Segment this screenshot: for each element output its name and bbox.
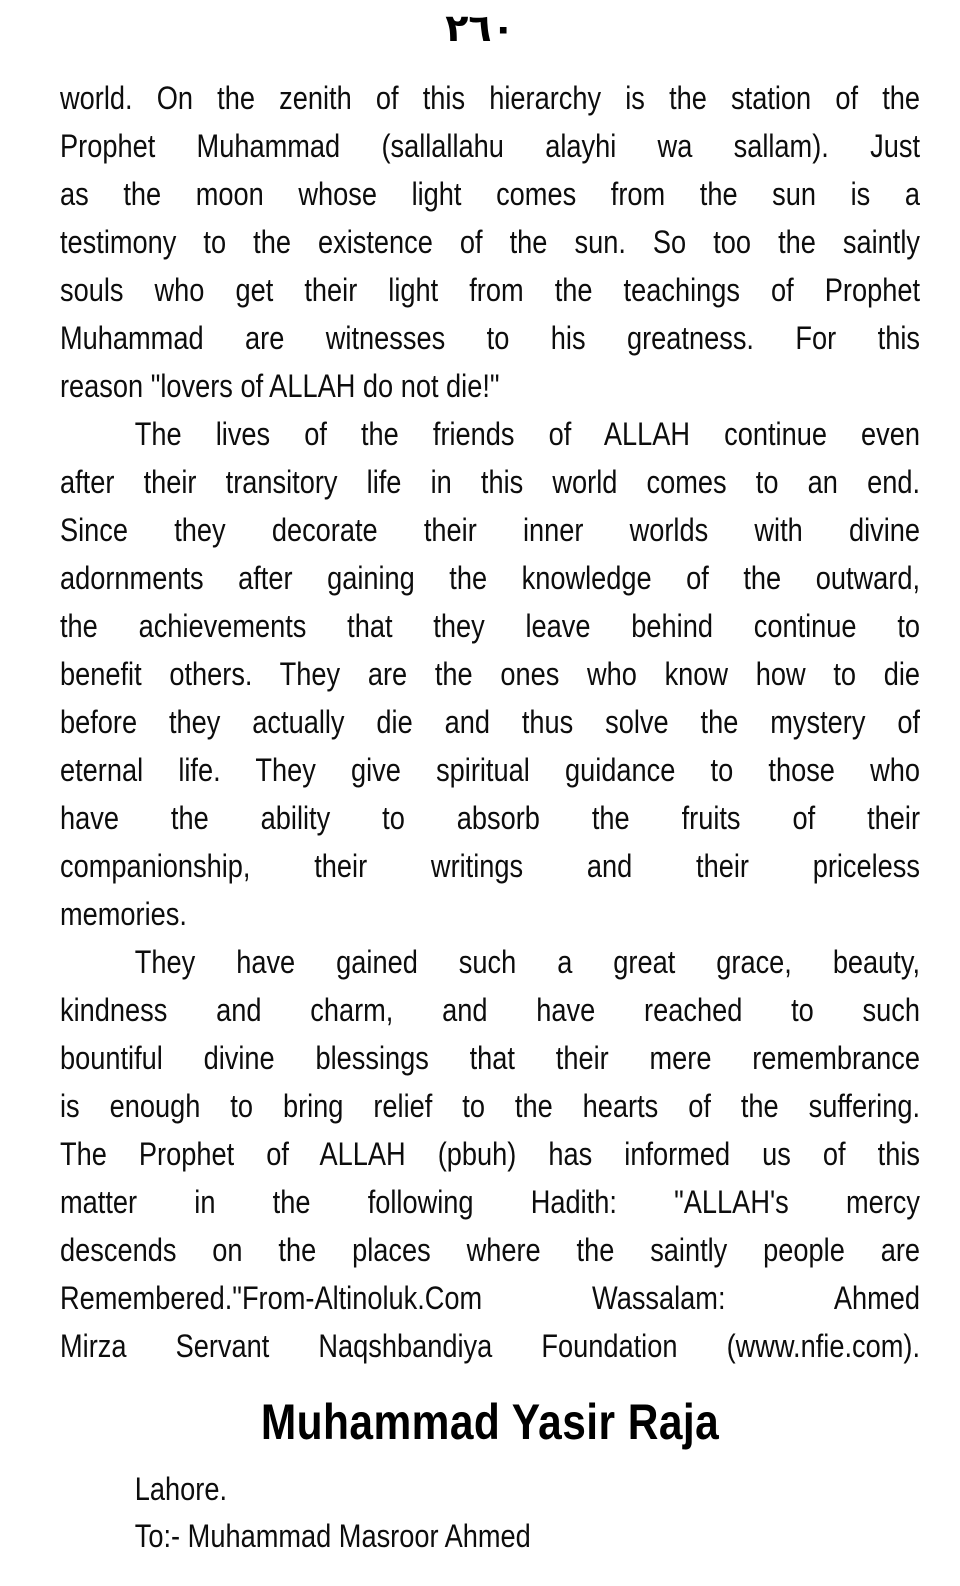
body-text: [60, 74, 920, 1370]
text-line: They have gained such a great grace, beauty,: [134, 944, 920, 980]
text-line: after their transitory life in this world comes to an end.: [60, 464, 920, 500]
text-line: world. On the zenith of this hierarchy is the station of the: [60, 80, 920, 116]
text-line: the achievements that they leave behind continue to: [60, 608, 920, 644]
text-line: kindness and charm, and have reached to such: [60, 992, 920, 1028]
text-line: adornments after gaining the knowledge of the outward,: [60, 560, 920, 596]
text-line: The Prophet of ALLAH (pbuh) has informed us of this: [60, 1136, 920, 1172]
signature-block: [60, 1466, 920, 1560]
text-line: companionship, their writings and their priceless: [60, 848, 920, 884]
text-line: Since they decorate their inner worlds with divine: [60, 512, 920, 548]
text-line: testimony to the existence of the sun. So too the saintly: [60, 224, 920, 260]
text-line: reason "lovers of ALLAH do not die!": [60, 368, 500, 404]
signature-addressee: To:- Muhammad Masroor Ahmed: [134, 1518, 531, 1554]
text-line: as the moon whose light comes from the sun is a: [60, 176, 920, 212]
letter-content: [60, 74, 920, 1560]
text-line: descends on the places where the saintly people are: [60, 1232, 920, 1268]
text-line: before they actually die and thus solve the mystery of: [60, 704, 920, 740]
text-line: souls who get their light from the teachings of Prophet: [60, 272, 920, 308]
page-number: ٢٦٠: [445, 6, 515, 50]
text-line: memories.: [60, 896, 187, 932]
text-line: is enough to bring relief to the hearts of the suffering.: [60, 1088, 920, 1124]
text-line: Muhammad are witnesses to his greatness. For this: [60, 320, 920, 356]
text-line: have the ability to absorb the fruits of their: [60, 800, 920, 836]
text-line: Prophet Muhammad (sallallahu alayhi wa sallam). Just: [60, 128, 920, 164]
text-line: Mirza Servant Naqshbandiya Foundation (www.nfie.com).: [60, 1328, 920, 1364]
text-line: eternal life. They give spiritual guidance to those who: [60, 752, 920, 788]
text-line: matter in the following Hadith: "ALLAH's mercy: [60, 1184, 920, 1220]
letter-author-heading: Muhammad Yasir Raja: [260, 1394, 720, 1450]
text-line: benefit others. They are the ones who know how to die: [60, 656, 920, 692]
text-line: Remembered."From-Altinoluk.Com Wassalam: Ahmed: [60, 1280, 920, 1316]
signature-place: Lahore.: [134, 1471, 228, 1507]
text-line: bountiful divine blessings that their mere remembrance: [60, 1040, 920, 1076]
text-line: The lives of the friends of ALLAH continue even: [134, 416, 920, 452]
